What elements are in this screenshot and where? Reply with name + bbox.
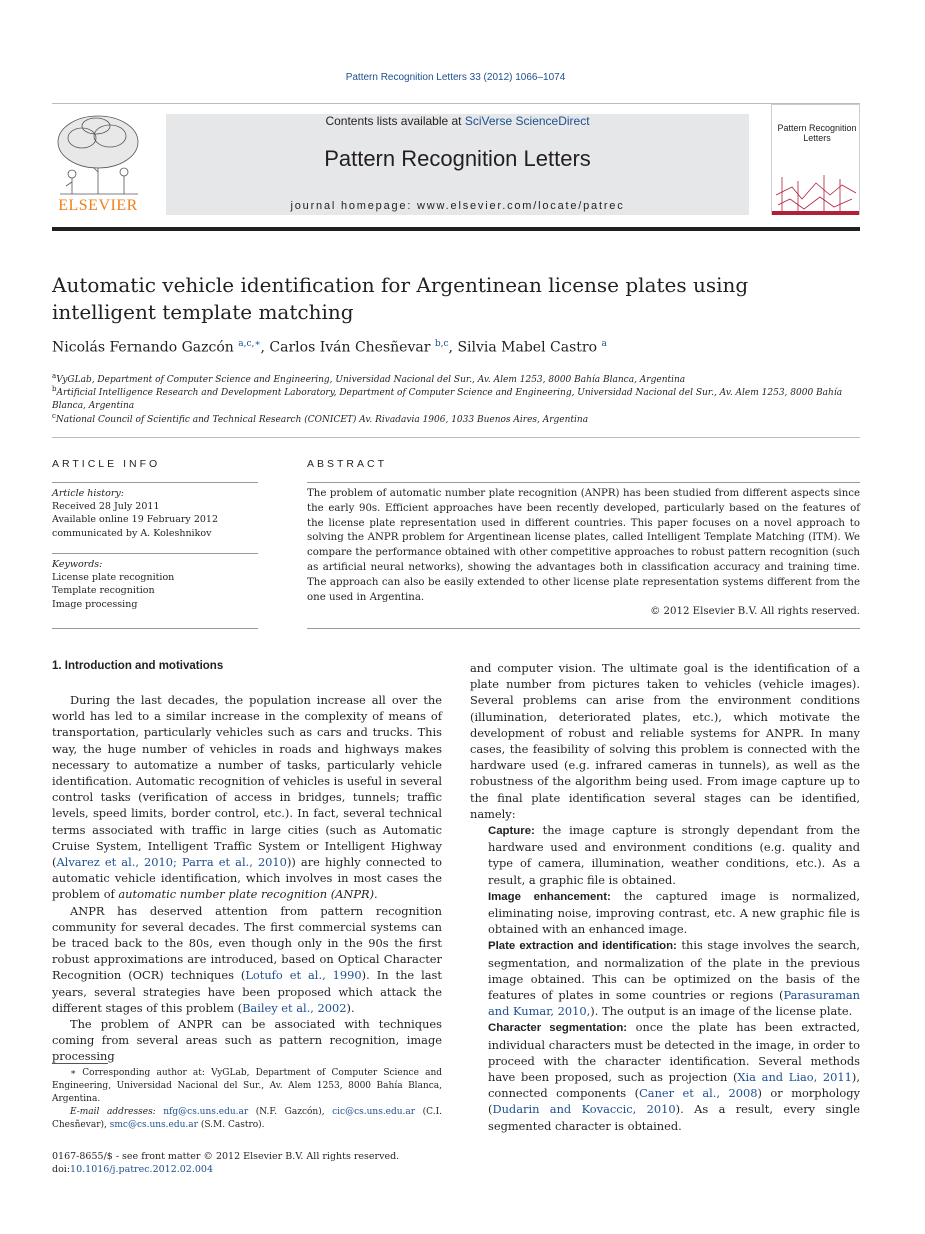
abstract-bottom-rule <box>307 628 860 629</box>
cover-title: Pattern Recognition Letters <box>777 123 857 143</box>
affiliation-text: VyGLab, Department of Computer Science and Engineering, Universidad Nacional del Sur., Av. Alem 1253, 8000 Bahía Blanca, Argentina <box>56 375 686 385</box>
contents-line <box>166 114 749 128</box>
header-divider <box>52 103 860 104</box>
stage-text: ). As a result, every single segmented character is obtained. <box>488 1102 860 1133</box>
citation-link[interactable]: Alvarez et al., 2010; Parra et al., 2010 <box>56 855 287 870</box>
section-heading: 1. Introduction and motivations <box>52 660 224 672</box>
citation-link[interactable]: Bailey et al., 2002 <box>242 1000 347 1015</box>
stage-item-capture <box>488 822 860 888</box>
text-run: ANPR has deserved attention from pattern recognition community for several decades. The first commercial systems can be traced back to the 80s, even though only in the 90s the first robust approximations are introduced, based on Optical Character Recognition (OCR) techniques ( <box>52 903 442 983</box>
keyword: Template recognition <box>52 585 155 597</box>
text-run: ). In the last years, several strategies have been proposed which attack the different stages of this problem ( <box>52 968 442 1015</box>
paragraph: and computer vision. The ultimate goal is the identification of a plate number from pictures taken to vehicles (vehicle images). Several problems can arise from the environment conditions (illumination, deteriorated plates, etc.), which motivate the development of robust and reliable systems for ANPR. In many cases, the feasibility of solving this problem is connected with the hardware used (e.g. infrared cameras in tunnels), as well as the robustness of the algorithm being used. From image capture up to the final plate identification several stages can be identified, namely: <box>470 661 860 821</box>
stage-text: the image capture is strongly dependant from the hardware used and environment conditions (e.g. quality and type of camera, illumination, weather conditions, etc.). As a result, a graphic file is obtained. <box>488 823 860 887</box>
text-run: )) are highly connected to automatic vehicle identification, which involves in most cases the problem of <box>52 855 442 902</box>
journal-name: Pattern Recognition Letters <box>324 146 591 171</box>
text-run: ). <box>346 1000 355 1015</box>
keywords-rule <box>52 553 258 554</box>
footnote-rule <box>52 1063 108 1064</box>
bottom-matter <box>52 1150 399 1176</box>
footnotes <box>52 1067 442 1132</box>
journal-homepage[interactable]: journal homepage: www.elsevier.com/locate/patrec <box>290 200 625 212</box>
stage-term: Capture: <box>488 825 535 837</box>
email-link[interactable]: nfg@cs.uns.edu.ar <box>163 1107 249 1117</box>
history-online: Available online 19 February 2012 <box>52 514 218 526</box>
journal-citation[interactable]: Pattern Recognition Letters 33 (2012) 1066–1074 <box>345 72 566 83</box>
paragraph <box>52 692 442 903</box>
left-column <box>52 692 442 1065</box>
email-note <box>52 1106 442 1132</box>
affiliation-text: National Council of Scientific and Technical Research (CONICET) Av. Rivadavia 1906, 1033 Buenos Aires, Argentina <box>55 415 589 425</box>
email-label: E-mail addresses: <box>70 1107 164 1117</box>
text-run: During the last decades, the population increase all over the world has led to a similar increase in the complexity of means of transportation, particularly vehicles such as cars and trucks. This way, the huge number of vehicles in roads and highways makes necessary to automatize a number of tasks, particularly vehicle identification. Automatic recognition of vehicles is useful in several control tasks (verification of access in bridges, tunnels; traffic levels, speed limits, border control, etc.). In fact, several technical terms associated with traffic in large cities (such as Automatic Cruise System, Intelligent Traffic System or Intelligent Highway ( <box>52 693 442 870</box>
affiliation-text: Artificial Intelligence Research and Development Laboratory, Department of Computer Science and Engineering, Universidad Nacional del Sur., Av. Alem 1253, 8000 Bahía Blanca, Argentina <box>52 388 843 411</box>
stages-list <box>488 822 860 1134</box>
affiliation-divider <box>52 437 860 438</box>
citation-link[interactable]: Lotufo et al., 1990 <box>245 968 362 983</box>
issn-line: 0167-8655/$ - see front matter © 2012 Elsevier B.V. All rights reserved. <box>52 1151 400 1162</box>
history-label: Article history: <box>52 488 124 499</box>
keyword: License plate recognition <box>52 572 175 584</box>
emphasis: automatic number plate recognition (ANPR). <box>118 887 378 902</box>
email-owner: (N.F. Gazcón), <box>248 1107 333 1117</box>
stage-term: Character segmentation: <box>488 1022 628 1035</box>
article-title: Automatic vehicle identification for Argentinean license plates using intelligent template matching <box>52 273 749 324</box>
keywords-label: Keywords: <box>52 559 103 570</box>
email-owner: (C.I. Chesñevar), <box>52 1107 442 1130</box>
citation-link[interactable]: Dudarin and Kovaccic, 2010 <box>492 1102 676 1117</box>
keyword: Image processing <box>52 598 138 610</box>
history-received: Received 28 July 2011 <box>52 501 160 513</box>
author-name: Nicolás Fernando Gazcón <box>52 339 234 356</box>
stage-term: Plate extraction and identification: <box>488 940 677 953</box>
keywords-block <box>52 558 258 611</box>
right-column <box>470 660 860 822</box>
header-thick-rule <box>52 227 860 231</box>
affiliation-mark: b <box>52 385 57 393</box>
author-affiliation-marks[interactable]: b,c <box>434 339 449 349</box>
doi-label: doi: <box>52 1164 71 1175</box>
stage-item-enhancement <box>488 888 860 938</box>
stage-text: this stage involves the search, segmentation, and normalization of the plate in the previous image obtained. This can be optimized on the basis of the features of plates in some countries or regions ( <box>488 938 860 1003</box>
corresponding-author-note: ∗ Corresponding author at: VyGLab, Department of Computer Science and Engineering, Universidad Nacional del Sur., Av. Alem 1253, 8000 Bahía Blanca, Argentina. <box>52 1068 442 1104</box>
email-link[interactable]: smc@cs.uns.edu.ar <box>109 1120 198 1130</box>
author-affiliation-marks[interactable]: a,c,∗ <box>238 339 261 349</box>
affiliation-mark: c <box>52 412 56 420</box>
paragraph <box>52 903 442 1016</box>
stage-term: Image enhancement: <box>488 890 611 903</box>
elsevier-wordmark: ELSEVIER <box>58 197 138 214</box>
stage-text: the captured image is normalized, eliminating noise, improving contrast, etc. A new graphic file is obtained with an enhanced image. <box>488 888 860 937</box>
stage-text: ), connected components ( <box>488 1070 860 1101</box>
author-list: Nicolás Fernando Gazcón $^{a,c,∗}$, Carlos Iván Chesñevar $^{b,c}$, Silvia Mabel Castro $^a$ <box>52 339 607 356</box>
email-link[interactable]: cic@cs.uns.edu.ar <box>332 1107 416 1117</box>
author-affiliation-marks[interactable]: a <box>601 339 607 349</box>
citation-link[interactable]: Parasuraman and Kumar, 2010, <box>488 988 860 1019</box>
citation-link[interactable]: Caner et al., 2008 <box>639 1086 758 1101</box>
contents-prefix: Contents lists available at <box>325 114 465 128</box>
stage-text: ). The output is an image of the license plate. <box>590 1004 853 1019</box>
email-owner: (S.M. Castro). <box>197 1120 265 1130</box>
journal-cover-thumbnail <box>771 104 860 215</box>
stage-text: once the plate has been extracted, individual characters must be detected in the image, in order to proceed with the character identification. Several methods have been proposed, such as projection ( <box>488 1020 860 1085</box>
stage-item-plate-extraction <box>488 937 860 1019</box>
sciencedirect-link[interactable]: SciVerse ScienceDirect <box>464 114 590 128</box>
info-bottom-rule <box>52 628 258 629</box>
article-info-heading: ARTICLE INFO <box>52 458 161 470</box>
author-name: Carlos Iván Chesñevar <box>269 339 431 356</box>
article-info-rule <box>52 482 258 483</box>
citation-link[interactable]: Xia and Liao, 2011 <box>737 1070 852 1085</box>
affiliation-mark: a <box>52 372 57 380</box>
doi-link[interactable]: 10.1016/j.patrec.2012.02.004 <box>70 1164 214 1175</box>
affiliation <box>52 383 860 413</box>
stage-item-segmentation <box>488 1019 860 1133</box>
author-name: Silvia Mabel Castro <box>457 339 598 356</box>
affiliation <box>52 410 860 427</box>
doi-line <box>52 1163 399 1176</box>
abstract-copyright: © 2012 Elsevier B.V. All rights reserved. <box>650 606 860 617</box>
abstract-rule <box>307 482 860 483</box>
paragraph: The problem of ANPR can be associated with techniques coming from several areas such as pattern recognition, image processing <box>52 1017 442 1064</box>
article-history <box>52 487 258 540</box>
history-communicated: communicated by A. Koleshnikov <box>52 527 212 539</box>
abstract-heading: ABSTRACT <box>307 458 388 470</box>
stage-text: ) or morphology ( <box>488 1086 861 1117</box>
abstract-text: The problem of automatic number plate recognition (ANPR) has been studied from different aspects since the early 90s. Efficient approaches have been recently developed, particularly based on the features of the license plate representation used in different countries. This paper focuses on a novel approach to solving the ANPR problem for Argentinean license plates, called Intelligent Template Matching (ITM). We compare the performance obtained with other competitive approaches to robust pattern recognition (such as artificial neural networks), showing the advantages both in classification accuracy and training time. The approach can also be easily extended to other license plate representation systems different from the one used in Argentina. <box>307 488 860 603</box>
